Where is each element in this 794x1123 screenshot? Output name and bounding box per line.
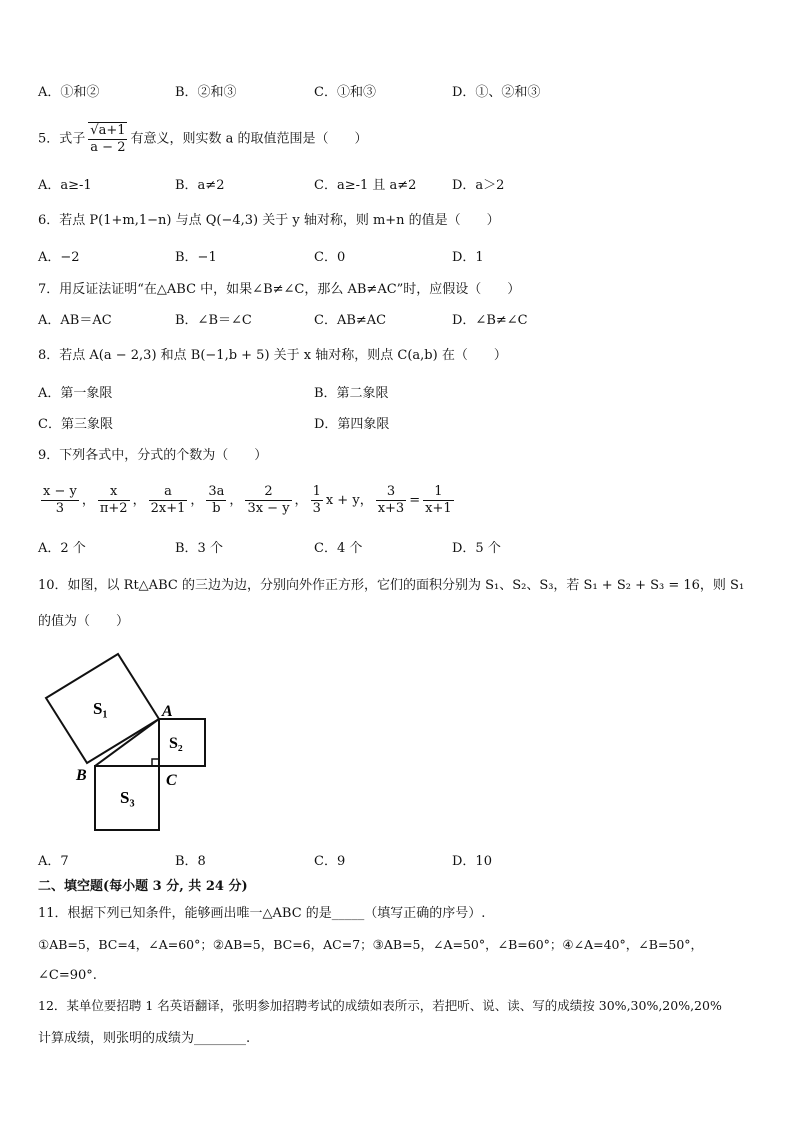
label-a: A <box>162 703 173 720</box>
q6-option-d: D．1 <box>452 250 484 265</box>
q9-sep: ， <box>359 493 373 508</box>
q4-option-b: B．②和③ <box>175 85 237 100</box>
q9-sep: ， <box>81 493 95 508</box>
q4-option-d: D．①、②和③ <box>452 85 541 100</box>
right-angle-marker <box>152 759 159 766</box>
q9-expressions <box>38 484 457 518</box>
q9-expr-8-den: x+1 <box>425 501 452 516</box>
q7-option-d: D．∠B≠∠C <box>452 313 528 328</box>
q6-option-a: A．−2 <box>38 250 80 265</box>
label-b: B <box>76 767 87 784</box>
q9-expr-5 <box>245 484 291 517</box>
q9-stem: 9．下列各式中，分式的个数为（ ） <box>38 448 268 463</box>
label-s2: S₂ <box>169 735 183 752</box>
q5-prefix: 5．式子 <box>38 131 86 147</box>
q9-expr-5-num: 2 <box>245 484 291 501</box>
q5-fraction <box>88 122 127 156</box>
q9-option-a: A．2 个 <box>38 541 86 556</box>
label-s3: S₃ <box>120 788 135 807</box>
q5-option-d: D．a＞2 <box>452 178 505 193</box>
q9-expr-4-num: 3a <box>208 484 225 499</box>
q9-expr-3-num: a <box>149 484 188 501</box>
q9-expr-6-tail: x + y <box>325 493 360 508</box>
label-c: C <box>166 772 177 789</box>
q11-conditions: ①AB=5，BC=4，∠A=60°；②AB=5，BC=6，AC=7；③AB=5，∠A=50°，∠B=60°；④∠A=40°，∠B=50°， <box>38 937 704 952</box>
q9-expr-7-rhs <box>423 484 454 517</box>
q9-expr-7-den: x+3 <box>377 501 405 516</box>
q9-expr-2-den: π+2 <box>99 501 128 516</box>
q5-option-b: B．a≠2 <box>175 178 225 193</box>
q9-expr-4-den: b <box>212 501 221 516</box>
q12-stem-line2: 计算成绩，则张明的成绩为________. <box>38 1031 251 1046</box>
hypotenuse-ab <box>95 719 159 766</box>
q7-option-c: C．AB≠AC <box>314 313 387 328</box>
q9-expr-6-num: 1 <box>312 484 321 499</box>
q10-option-d: D．10 <box>452 854 492 869</box>
q7-option-b: B．∠B＝∠C <box>175 313 252 328</box>
q9-expr-5-den: 3x − y <box>247 501 290 516</box>
q8-option-b: B．第二象限 <box>314 386 389 401</box>
q11-conditions-cont: ∠C=90°. <box>38 968 97 983</box>
q6-stem: 6．若点 P(1+m,1−n) 与点 Q(−4,3) 关于 y 轴对称，则 m+n 的值是（ ） <box>38 213 500 228</box>
q9-expr-3-den: 2x+1 <box>150 501 186 516</box>
q10-figure <box>38 648 218 838</box>
section-heading: 二、填空题(每小题 3 分, 共 24 分) <box>38 879 248 894</box>
q10-option-a: A．7 <box>38 854 69 869</box>
q9-option-d: D．5 个 <box>452 541 501 556</box>
q8-option-c: C．第三象限 <box>38 417 113 432</box>
label-s1: S₁ <box>93 699 108 718</box>
q9-expr-6-den: 3 <box>312 501 321 516</box>
q5-denominator: a − 2 <box>90 140 126 155</box>
q9-expr-8-num: 1 <box>423 484 454 501</box>
q9-expr-7-num: 3 <box>376 484 407 501</box>
q7-option-a: A．AB＝AC <box>38 313 112 328</box>
q4-option-a: A．①和② <box>38 85 100 100</box>
q9-sep: ， <box>229 493 243 508</box>
q9-expr-1 <box>41 484 79 517</box>
q12-stem-line1: 12．某单位要招聘 1 名英语翻译，张明参加招聘考试的成绩如表所示，若把听、说、读、写的成绩按 30%,30%,20%,20% <box>38 998 722 1013</box>
q9-expr-6 <box>311 484 323 517</box>
q9-expr-1-num: x − y <box>43 484 77 499</box>
q8-option-d: D．第四象限 <box>314 417 390 432</box>
q8-stem: 8．若点 A(a − 2,3) 和点 B(−1,b + 5) 关于 x 轴对称，则点 C(a,b) 在（ ） <box>38 348 507 363</box>
q9-sep: ， <box>190 493 204 508</box>
q9-expr-2-num: x <box>98 484 130 501</box>
q4-option-c: C．①和③ <box>314 85 376 100</box>
q5-option-c: C．a≥-1 且 a≠2 <box>314 178 417 193</box>
q9-expr-2 <box>98 484 130 517</box>
q9-sep: ， <box>294 493 308 508</box>
q8-option-a: A．第一象限 <box>38 386 113 401</box>
q6-option-c: C．0 <box>314 250 346 265</box>
q9-equals: = <box>409 493 421 508</box>
q9-sep: ， <box>132 493 146 508</box>
q9-option-c: C．4 个 <box>314 541 363 556</box>
q5-suffix: 有意义，则实数 a 的取值范围是（ ） <box>130 131 368 147</box>
q9-expr-4 <box>206 484 226 517</box>
q9-option-b: B．3 个 <box>175 541 223 556</box>
q10-stem-line1: 10．如图，以 Rt△ABC 的三边为边，分别向外作正方形，它们的面积分别为 S₁、S₂、S₃，若 S₁ + S₂ + S₃ = 16，则 S₁ <box>38 578 745 593</box>
q10-option-b: B．8 <box>175 854 206 869</box>
q5-option-a: A．a≥-1 <box>38 178 92 193</box>
q10-stem-line2: 的值为（ ） <box>38 614 130 629</box>
q9-expr-7-lhs <box>376 484 407 517</box>
q9-expr-3 <box>149 484 188 517</box>
q5-stem <box>38 122 368 156</box>
q6-option-b: B．−1 <box>175 250 217 265</box>
q11-stem: 11．根据下列已知条件，能够画出唯一△ABC 的是_____（填写正确的序号）. <box>38 906 486 921</box>
q10-option-c: C．9 <box>314 854 346 869</box>
q9-expr-1-den: 3 <box>55 501 65 516</box>
q7-stem: 7．用反证法证明“在△ABC 中，如果∠B≠∠C，那么 AB≠AC”时，应假设（ ） <box>38 282 521 297</box>
q5-numerator: √a+1 <box>90 123 126 138</box>
